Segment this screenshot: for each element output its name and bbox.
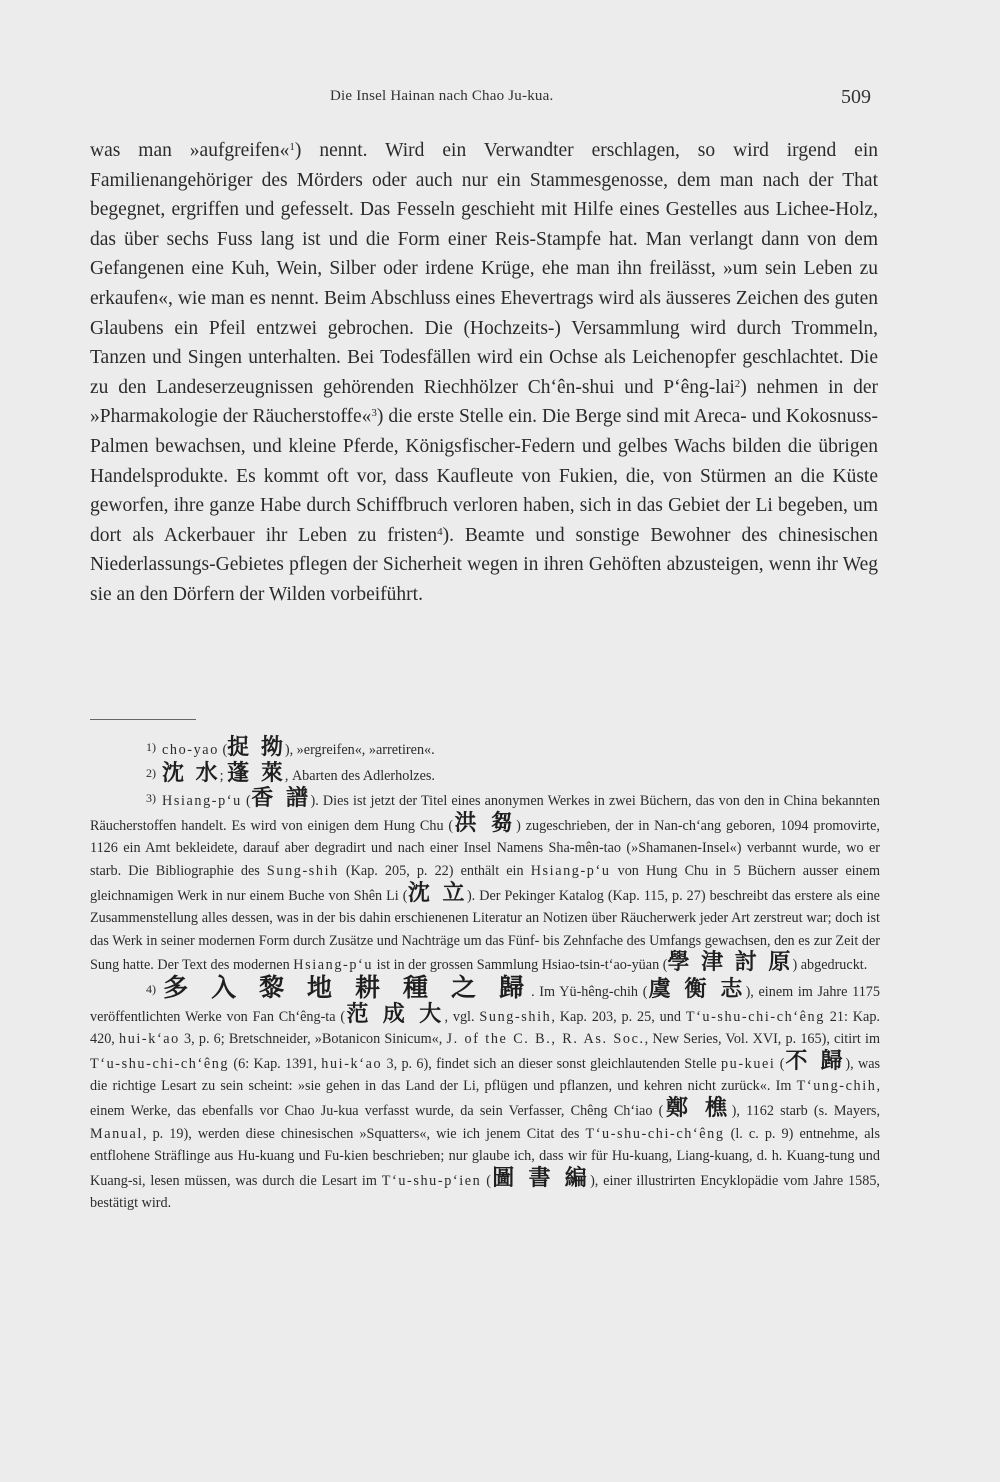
running-header xyxy=(0,88,1000,112)
footnote-marker: 3) xyxy=(146,791,156,806)
chinese-characters: 多 入 黎 地 耕 種 之 歸 xyxy=(162,972,532,1002)
chinese-characters: 范 成 大 xyxy=(345,1001,445,1027)
footnote-ref: 1 xyxy=(289,141,295,153)
footnote-2: $^{2)}$ 沈 水; 蓬 萊, Abarten des Adlerholzes. xyxy=(146,760,435,786)
paragraph: was man »aufgreifen«$^1$) nennt. Wird ein Verwandter erschlagen, so wird irgend ein Familienangehöriger des Mörders oder auch nur ein Stammesgenosse, dem man nach der That begegnet, ergriffen und gefesselt. Das Fesseln geschieht mit Hilfe eines Gestelles aus Lichee-Holz, das über sechs Fuss lang ist und die Form einer Reis-Stampfe hat. Man verlangt dann von dem Gefangenen eine Kuh, Wein, Silber oder irdene Krüge, ehe man ihn freilässt, »um sein Leben zu erkaufen«, wie man es nennt. Beim Abschluss eines Ehevertrags wird als äusseres Zeichen des guten Glaubens ein Pfeil entzwei gebrochen. Die (Hochzeits-) Versammlung wird durch Trommeln, Tanzen und Singen unterhalten. Bei Todesfällen wird ein Ochse als Leichenopfer geschlachtet. Die zu den Landeserzeugnissen gehörenden Riechhölzer Ch‘ên-shui und P‘êng-lai$^2$) nehmen in der »Pharmakologie der Räucherstoffe«$^3$) die erste Stelle ein. Die Berge sind mit Areca- und Kokosnuss-Palmen bewachsen, und kleine Pferde, Königsfischer-Federn und gelbes Wachs bilden die übrigen Handelsprodukte. Es kommt oft vor, dass Kaufleute von Fukien, die, von Stürmen an die Küste geworfen, ihre ganze Habe durch Schiffbruch verloren haben, sich in das Gebiet der Li begeben, um dort als Ackerbauer ihr Leben zu fristen$^4$). Beamte und sonstige Bewohner des chinesischen Niederlassungs-Gebietes pflegen der Sicherheit wegen in ihren Gehöften abzusteigen, wenn ihr Weg sie an den Dörfern der Wilden vorbeiführt. xyxy=(90,140,879,605)
chinese-characters: 鄭 樵 xyxy=(663,1095,732,1121)
chinese-characters: 洪 芻 xyxy=(453,810,517,836)
footnote-4: $^{4)}$ 多 入 黎 地 耕 種 之 歸. Im Yü-hêng-chih (虞 衡 志), einem im Jahre 1175 veröffentlichten Werke von Fan Ch‘êng-ta (范 成 大, vgl. Sung-shih, Kap. 203, p. 25, und T‘u-shu-chi-ch‘êng 21: Kap. 420, hui-k‘ao 3, p. 6; Bretschneider, »Botanicon Sinicum«, J. of the C. B., R. As. Soc., New Series, Vol. XVI, p. 165), citirt im T‘u-shu-chi-ch‘êng (6: Kap. 1391, hui-k‘ao 3, p. 6), findet sich an dieser sonst gleichlautenden Stelle pu-kuei (不 歸), was die richtige Lesart zu sein scheint: »sie gehen in das Land der Li, pflügen und pflanzen, und kehren nicht zurück«. Im T‘ung-chih, einem Werke, das ebenfalls vor Chao Ju-kua verfasst wurde, da sein Verfasser, Chêng Ch‘iao (鄭 樵), 1162 starb (s. Mayers, Manual, p. 19), werden diese chinesischen »Squatters«, wie ich jenem Citat des T‘u-shu-chi-ch‘êng (l. c. p. 9) entnehme, als entflohene Sträflinge aus Hu-kuang und Fu-kien beschrieben; nur glaube ich, dass wir für Hu-kuang, Liang-kuang, d. h. Kuang-tung und Kuang-si, lesen müssen, was durch die Lesart im T‘u-shu-p‘ien (圖 書 編), einer illustrirten Encyklopädie vom Jahre 1585, bestätigt wird. xyxy=(90,972,881,1212)
chinese-characters: 虞 衡 志 xyxy=(647,976,746,1002)
chinese-characters: 捉 拗 xyxy=(227,735,285,760)
footnote-ref: 4 xyxy=(437,525,443,538)
main-text xyxy=(90,136,878,610)
chinese-characters: 圖 書 編 xyxy=(490,1165,591,1191)
chinese-characters: 沈 水 xyxy=(162,760,220,786)
footnote-marker: 2) xyxy=(146,765,156,780)
footnote-marker: 4) xyxy=(146,981,156,996)
footnotes xyxy=(90,736,880,1215)
chinese-characters: 學 津 討 原 xyxy=(667,950,793,976)
footnote-marker: 1) xyxy=(146,740,156,754)
footnote-separator xyxy=(90,719,196,720)
running-title: Die Insel Hainan nach Chao Ju-kua. xyxy=(330,88,554,104)
footnote-ref: 2 xyxy=(734,377,741,390)
chinese-characters: 不 歸 xyxy=(784,1048,846,1074)
chinese-characters: 蓬 萊 xyxy=(227,760,285,786)
chinese-characters: 沈 立 xyxy=(407,880,467,906)
footnote-3: $^{3)}$ Hsiang-p‘u (香 譜). Dies ist jetzt der Titel eines anonymen Werkes in zwei Büchern, das von den in China bekannten Räucherstoffen handelt. Es wird von einigen dem Hung Chu (洪 芻) zugeschrieben, der in Nan-ch‘ang geboren, 1094 promovirte, 1126 ein Amt bekleidete, darauf aber degradirt und nach einer Insel Namens Sha-mên-tao (»Shamanen-Insel«) verbannt wurde, wo er starb. Die Bibliographie des Sung-shih (Kap. 205, p. 22) enthält ein Hsiang-p‘u von Hung Chu in 5 Büchern ausser einem gleichnamigen Werk in nur einem Buche von Shên Li (沈 立). Der Pekinger Katalog (Kap. 115, p. 27) beschreibt das erstere als eine Zusammenstellung alles dessen, was in der bis dahin erschienenen Literatur an Notizen über Räucherwerk jeder Art zerstreut war; doch ist das Werk in seiner modernen Form durch Zusätze und Nachträge um das Fünf- bis Zehnfache des Umfangs gewachsen, den es zur Zeit der Sung hatte. Der Text des modernen Hsiang-p‘u ist in der grossen Sammlung Hsiao-tsin-t‘ao-yüan (學 津 討 原) abgedruckt. xyxy=(90,786,880,976)
footnote-ref: 3 xyxy=(371,407,377,420)
chinese-characters: 香 譜 xyxy=(250,786,311,812)
footnote-1: $^{1)}$ cho-yao (捉 拗), »ergreifen«, »arretiren«. xyxy=(146,735,435,760)
page-number: 509 xyxy=(841,86,871,108)
